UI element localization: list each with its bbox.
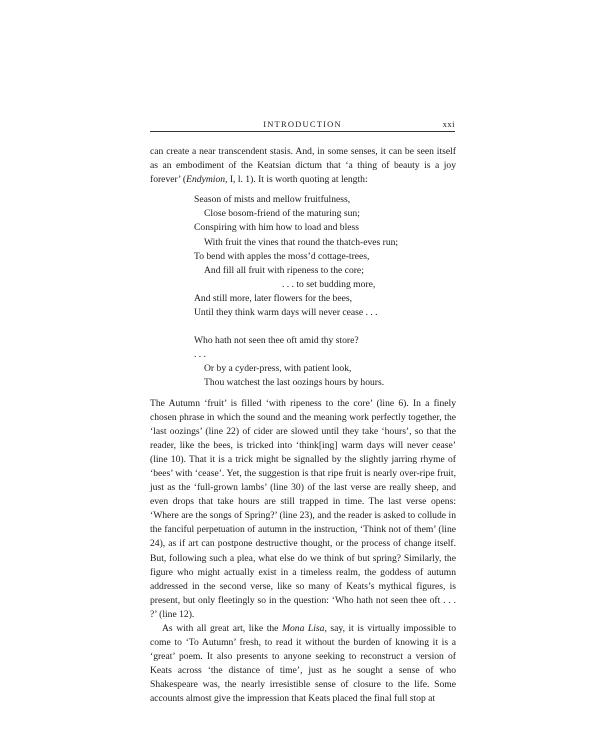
work-title-mona-lisa: Mona Lisa (281, 623, 325, 634)
verse-line: Who hath not seen thee oft amid thy store? (194, 335, 359, 347)
paragraph-1-text: can create a near transcendent stasis. And, in some senses, it can be seen itself as an embodiment of the Keatsian dictum that ‘a thing of beauty is a joy forever’ ( (150, 146, 456, 186)
verse-line: Season of mists and mellow fruitfulness, (194, 194, 351, 206)
paragraph-2: The Autumn ‘fruit’ is filled ‘with ripeness to the core’ (line 6). In a finely chosen phrase in which the sound and the meaning work perfectly together, the ‘last oozings’ (line 22) of cider are slowed until they take ‘hours’, so that the reader, like the bees, is tricked into ‘think[ing] warm days will never cease’ (line 10). That it is a trick might be signalled by the slightly jarring rhyme of ‘bees’ with ‘cease’. Yet, the suggestion is that ripe fruit is nearly over-ripe fruit, just as the ‘full-grown lambs’ (line 30) of the last verse are really sheep, and even drops that take hours are still trapped in time. The last verse opens: ‘Where are the songs of Spring?’ (line 23), and the reader is asked to collude in the fanciful perpetuation of autumn in the instruction, ‘Think not of them’ (line 24), as if art can postpone destructive thought, or the process of change itself. But, following such a plea, what else do we think of but spring? Similarly, the figure who might actually exist in a timeless realm, the goddess of autumn addressed in the second verse, like so many of Keats’s mythical figures, is present, but only fleetingly so in the question: ‘Who hath not seen thee oft . . . ?’ (line 12). (150, 397, 456, 620)
verse-line: . . . to set budding more, (282, 278, 376, 290)
verse-line: Close bosom-friend of the maturing sun; (204, 208, 360, 220)
verse-line: With fruit the vines that round the thatch-eves run; (204, 236, 399, 248)
verse-line: Until they think warm days will never cease . . . (194, 307, 378, 319)
verse-quotation-1 (194, 193, 456, 390)
verse-line: Conspiring with him how to load and bless (194, 222, 359, 234)
page-number: xxi (442, 119, 455, 129)
stanza-gap (194, 320, 456, 334)
paragraph-3-text-b: , say, it is virtually impossible to come to ‘To Autumn’ fresh, to read it without the burden of knowing it is a ‘great’ poem. It also presents to anyone seeking to reconstruct a version of Keats across ‘the distance of time’, just as he sought a sense of who Shakespeare was, the nearly irresistible sense of closure to the life. Some accounts almost give the impression that Keats placed the final full stop at (150, 623, 457, 705)
body-text (150, 145, 456, 707)
verse-line: To bend with apples the moss’d cottage-trees, (194, 250, 370, 262)
verse-line: And still more, later flowers for the bees, (194, 292, 352, 304)
verse-line: And fill all fruit with ripeness to the core; (204, 264, 364, 276)
paragraph-3-text-a: As with all great art, like the (162, 623, 282, 634)
verse-ellipsis: . . . (194, 349, 206, 361)
verse-line: Or by a cyder-press, with patient look, (204, 363, 352, 375)
verse-line: Thou watchest the last oozings hours by hours. (204, 377, 385, 389)
running-title: INTRODUCTION (263, 119, 342, 129)
paragraph-1 (150, 145, 456, 187)
work-title-endymion: Endymion (186, 174, 226, 186)
paragraph-3 (150, 622, 456, 707)
running-header (150, 119, 455, 132)
paragraph-1-end: , I, l. 1). It is worth quoting at length: (225, 174, 368, 186)
